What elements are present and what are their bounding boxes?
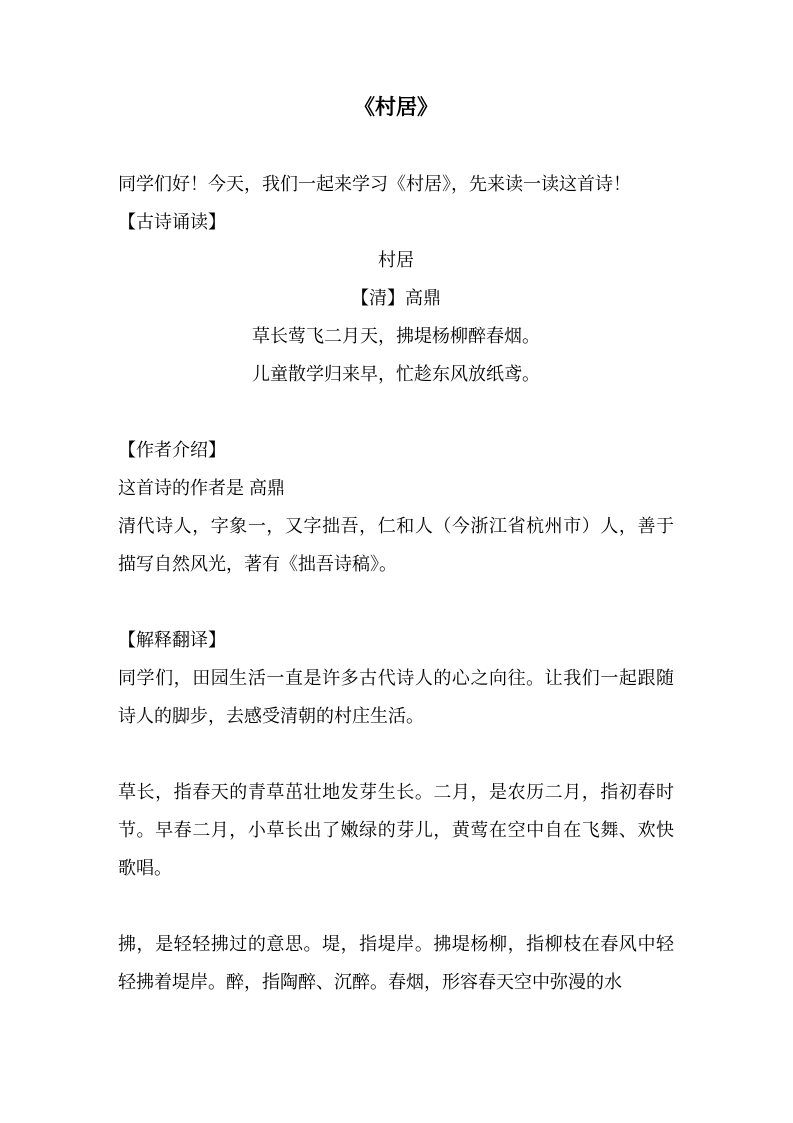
spacer <box>118 583 674 621</box>
spacer <box>118 127 674 165</box>
explanation-fudi-zui-chunyan: 拂，是轻轻拂过的意思。堤，指堤岸。拂堤杨柳，指柳枝在春风中轻轻拂着堤岸。醉，指陶醉、沉醉。春烟，形容春天空中弥漫的水 <box>118 934 674 992</box>
spacer <box>118 393 674 431</box>
poem-line-1: 草长莺飞二月天，拂堤杨柳醉春烟。 <box>252 326 540 346</box>
poem-title: 村居 <box>378 250 414 270</box>
poem-author: 【清】高鼎 <box>351 288 441 308</box>
page-title: 《村居》 <box>354 96 438 119</box>
section-heading-author: 【作者介绍】 <box>118 440 226 460</box>
section-heading-translation: 【解释翻译】 <box>118 630 226 650</box>
author-bio: 清代诗人，字象一，又字拙吾，仁和人（今浙江省杭州市）人，善于描写自然风光，著有《拙吾诗稿》。 <box>118 516 674 574</box>
explanation-caochang-eryue: 草长，指春天的青草茁壮地发芽生长。二月，是农历二月，指初春时节。早春二月，小草长出了嫩绿的芽儿，黄莺在空中自在飞舞、欢快歌唱。 <box>118 782 674 878</box>
greeting-paragraph: 同学们好！今天，我们一起来学习《村居》，先来读一读这首诗！ <box>118 174 631 194</box>
spacer <box>118 887 674 925</box>
author-name-line: 这首诗的作者是 高鼎 <box>118 478 286 498</box>
poem-line-2: 儿童散学归来早，忙趁东风放纸鸢。 <box>252 364 540 384</box>
section-heading-recitation: 【古诗诵读】 <box>118 212 226 232</box>
spacer <box>118 735 674 773</box>
translation-intro: 同学们，田园生活一直是许多古代诗人的心之向往。让我们一起跟随诗人的脚步，去感受清朝的村庄生活。 <box>118 668 674 726</box>
